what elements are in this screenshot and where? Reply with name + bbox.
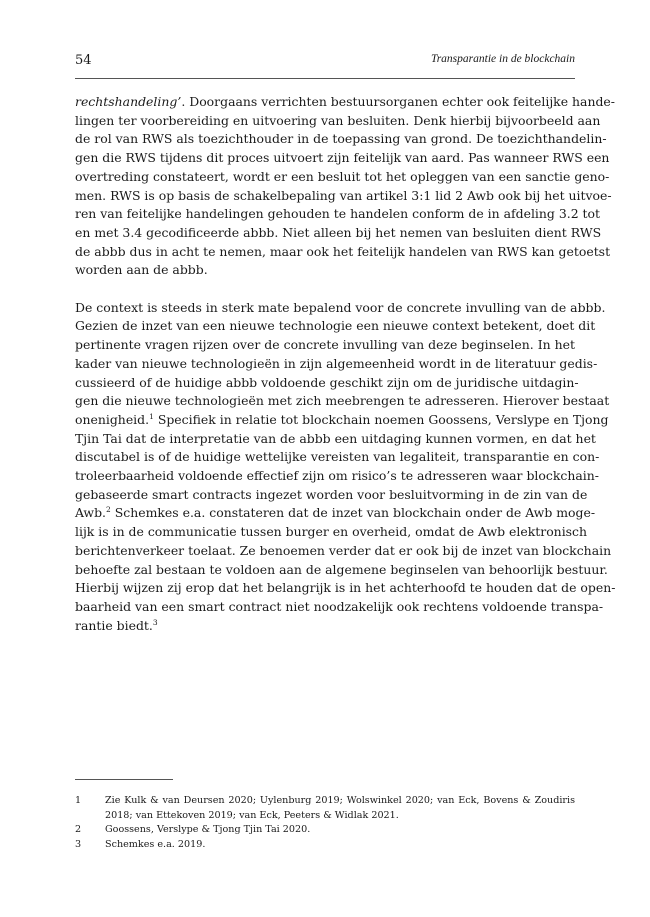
text-line — [75, 93, 615, 112]
footnote-line: Zie Kulk & van Deursen 2020; Uylenburg 2019; Wolswinkel 2020; van Eck, Bovens & Zoudiris — [105, 795, 575, 806]
footnote-divider — [75, 779, 173, 780]
text-segment: pertinente vragen rijzen over de concrete invulling van deze beginselen. In het — [75, 337, 575, 353]
footnote — [75, 838, 575, 853]
text-segment: overtreding constateert, wordt er een besluit tot het opleggen van een sanctie geno- — [75, 168, 610, 184]
text-segment: . Doorgaans verrichten bestuursorganen echter ook feitelijke hande- — [181, 94, 615, 109]
text-segment: ren van feitelijke handelingen gehouden te handelen conform de in afdeling 3.2 tot — [75, 206, 601, 222]
text-line — [75, 579, 616, 598]
footnote-line: Schemkes e.a. 2019. — [105, 838, 206, 850]
text-segment: Hierbij wijzen zij erop dat het belangrijk is in het achterhoofd te houden dat de open- — [75, 580, 616, 596]
paragraph — [75, 299, 616, 636]
text-line — [75, 130, 607, 149]
text-segment: Awb. — [75, 505, 106, 521]
text-segment: berichtenverkeer toelaat. Ze benoemen verder dat er ook bij de inzet van blockchain — [75, 542, 612, 558]
text-segment: lijk is in de communicatie tussen burger en overheid, omdat de Awb elektronisch — [75, 524, 588, 540]
running-title: Transparantie in de blockchain — [430, 53, 575, 65]
text-segment: Schemkes e.a. constateren dat de inzet van blockchain onder de Awb moge- — [110, 505, 596, 521]
footnote-reference: 2 — [105, 505, 111, 515]
text-line — [75, 448, 600, 467]
text-line — [75, 430, 596, 449]
text-line — [75, 336, 575, 355]
text-line — [75, 168, 610, 187]
footnote-reference: 3 — [152, 617, 158, 627]
footnote-number: 2 — [75, 824, 82, 835]
text-segment: rechtshandeling’ — [75, 94, 182, 109]
text-segment: baarheid van een smart contract niet noodzakelijk ook rechtens voldoende transpa- — [75, 598, 604, 614]
text-segment: gen die nieuwe technologieën met zich meebrengen te adresseren. Hierover bestaat — [75, 393, 610, 409]
text-line — [75, 317, 596, 336]
text-segment: de rol van RWS als toezichthouder in de toepassing van grond. De toezichthandelin- — [75, 131, 607, 147]
footnote — [75, 823, 575, 838]
footnote-text — [105, 823, 575, 838]
footnote-line: 2018; van Ettekoven 2019; van Eck, Peeters & Widlak 2021. — [105, 809, 399, 821]
paragraph — [75, 93, 615, 280]
footnote-text — [105, 794, 575, 823]
text-line — [75, 374, 579, 393]
text-line — [75, 205, 601, 224]
text-line — [75, 467, 599, 486]
footnote-number: 1 — [75, 795, 82, 806]
text-line — [75, 598, 604, 617]
text-segment: Tjin Tai dat de interpretatie van de abbb een uitdaging kunnen vormen, en dat het — [75, 430, 596, 446]
text-segment: rantie biedt. — [75, 617, 153, 633]
text-line — [75, 561, 608, 580]
text-segment: worden aan de abbb. — [75, 262, 208, 278]
text-line — [75, 299, 606, 318]
text-line — [75, 411, 609, 430]
footnote-text — [105, 838, 575, 853]
text-segment: kader van nieuwe technologieën in zijn algemeenheid wordt in de literatuur gedis- — [75, 355, 598, 371]
text-segment: Specifiek in relatie tot blockchain noemen Goossens, Verslype en Tjong — [153, 411, 609, 427]
text-segment: gebaseerde smart contracts ingezet worden voor besluitvorming in de zin van de — [75, 486, 588, 502]
text-segment: troleerbaarheid voldoende effectief zijn om risico’s te adresseren waar blockchain- — [75, 468, 599, 484]
text-segment: onenigheid. — [75, 411, 150, 427]
text-segment: Gezien de inzet van een nieuwe technologie een nieuwe context betekent, doet dit — [75, 318, 596, 334]
page-number: 54 — [75, 53, 92, 68]
text-line — [75, 617, 575, 636]
text-line — [75, 224, 602, 243]
text-segment: en met 3.4 gecodificeerde abbb. Niet alleen bij het nemen van besluiten dient RWS — [75, 224, 602, 240]
text-line — [75, 542, 612, 561]
text-segment: behoefte zal bestaan te voldoen aan de algemene beginselen van behoorlijk bestuur. — [75, 561, 608, 577]
body-text — [75, 93, 616, 654]
text-line — [75, 504, 596, 523]
footnotes — [75, 794, 575, 852]
text-line — [75, 187, 612, 206]
text-line — [75, 523, 588, 542]
footnote-reference: 1 — [149, 411, 154, 421]
text-line — [75, 392, 610, 411]
text-segment: de abbb dus in acht te nemen, maar ook het feitelijk handelen van RWS kan getoetst — [75, 243, 611, 259]
running-header — [75, 50, 575, 79]
text-line — [75, 261, 575, 280]
footnote-number: 3 — [75, 838, 82, 850]
footnote — [75, 794, 575, 823]
text-line — [75, 149, 610, 168]
footnote-line: Goossens, Verslype & Tjong Tjin Tai 2020. — [105, 824, 311, 835]
text-line — [75, 243, 611, 262]
text-segment: lingen ter voorbereiding en uitvoering van besluiten. Denk hierbij bijvoorbeeld aan — [75, 112, 601, 128]
text-line — [75, 112, 601, 131]
text-line — [75, 486, 588, 505]
text-segment: De context is steeds in sterk mate bepalend voor de concrete invulling van de abbb. — [75, 299, 606, 315]
text-segment: gen die RWS tijdens dit proces uitvoert zijn feitelijk van aard. Pas wanneer RWS een — [75, 150, 610, 166]
text-line — [75, 355, 598, 374]
text-segment: men. RWS is op basis de schakelbepaling van artikel 3:1 lid 2 Awb ook bij het uitvoe- — [75, 187, 612, 203]
text-segment: discutabel is of de huidige wettelijke vereisten van legaliteit, transparantie en con- — [75, 449, 600, 465]
text-segment: cussieerd of de huidige abbb voldoende geschikt zijn om de juridische uitdagin- — [75, 374, 579, 390]
